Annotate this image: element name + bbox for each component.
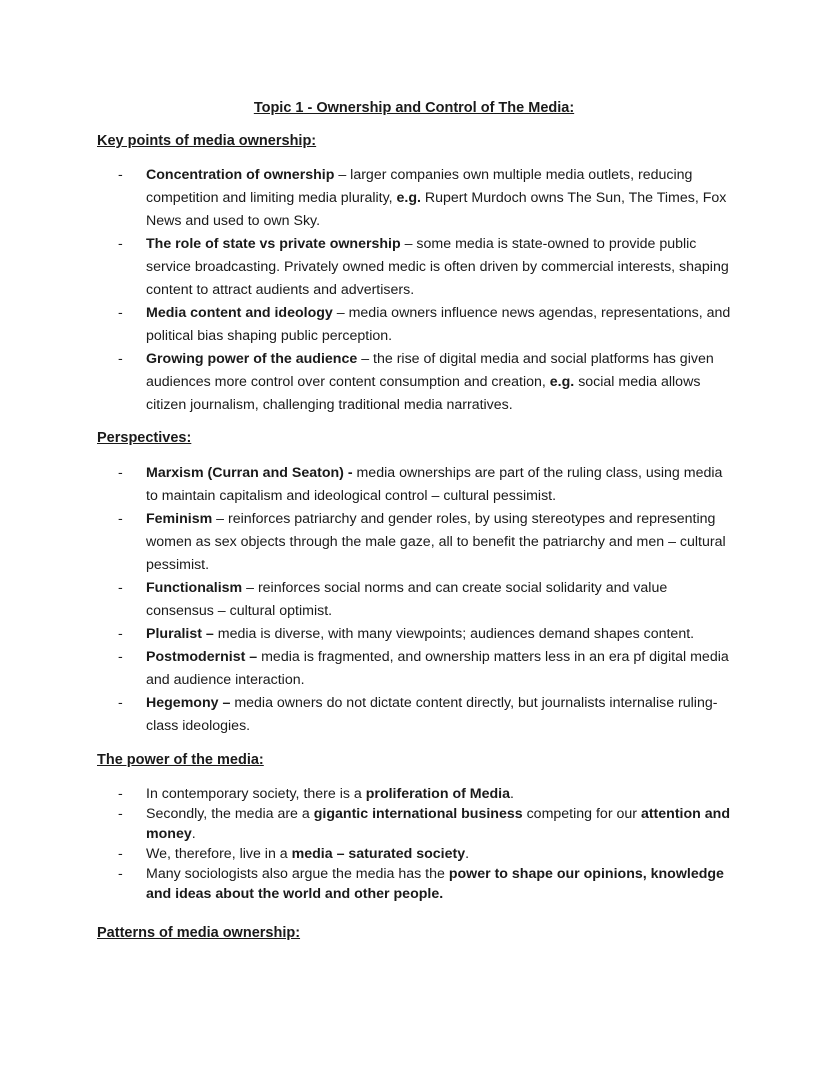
key-points-list [118,164,738,417]
body-text: Many sociologists also argue the media has the [146,866,449,882]
bold-text: Feminism [146,511,213,527]
bold-text: Concentration of ownership [146,167,335,183]
bold-text: Pluralist – [146,626,214,642]
perspectives-list [118,462,738,738]
list-item [118,844,738,864]
bullet-dash-icon: - [118,846,123,862]
bold-text: The role of state vs private ownership [146,236,401,252]
bullet-dash-icon: - [118,236,123,252]
bold-text: Growing power of the audience [146,351,358,367]
body-text: media owners do not dictate content directly, but journalists internalise ruling-class ideologies. [146,695,718,734]
bullet-dash-icon: - [118,626,123,642]
bullet-dash-icon: - [118,351,123,367]
document-title: Topic 1 - Ownership and Control of The Media: [253,100,575,116]
bullet-dash-icon: - [118,305,123,321]
body-text: – the rise of digital media and social platforms has given audiences more control over content consumption and creation, [146,351,714,390]
list-item [118,804,738,844]
body-text: . [510,786,514,802]
list-item [118,462,738,508]
body-text: media ownerships are part of the ruling class, using media to maintain capitalism and ideological control – cultural pessimist. [146,465,723,504]
list-item [118,508,738,577]
bold-text: e.g. [549,374,575,390]
bold-text: Postmodernist – [146,649,258,665]
list-item [118,233,738,302]
bullet-dash-icon: - [118,511,123,527]
body-text: Secondly, the media are a [146,806,314,822]
bullet-dash-icon: - [118,649,123,665]
body-text: media is fragmented, and ownership matters less in an era pf digital media and audience interaction. [146,649,729,688]
list-item [118,784,738,804]
bullet-dash-icon: - [118,465,123,481]
bold-text: proliferation of Media [365,786,510,802]
list-item [118,623,738,646]
section-heading-patterns: Patterns of media ownership: [97,925,301,941]
bullet-dash-icon: - [118,167,123,183]
body-text: competing for our [522,806,641,822]
bold-text: attention and money [146,806,730,842]
body-text: – reinforces patriarchy and gender roles, by using stereotypes and representing women as sex objects through the male gaze, all to benefit the patriarchy and men – cultural pessimist. [146,511,726,573]
list-item [118,692,738,738]
body-text: media is diverse, with many viewpoints; audiences demand shapes content. [213,626,695,642]
body-text: – larger companies own multiple media outlets, reducing competition and limiting media plurality, [146,167,693,206]
bullet-dash-icon: - [118,866,123,882]
bullet-dash-icon: - [118,580,123,596]
bold-text: Hegemony – [146,695,231,711]
body-text: – reinforces social norms and can create social solidarity and value consensus – cultural optimist. [146,580,668,619]
body-text: . [465,846,470,862]
bold-text: Marxism (Curran and Seaton) - [146,465,353,481]
bold-text: power to shape our opinions, knowledge and ideas about the world and other people. [146,866,724,902]
section-heading-perspectives: Perspectives: [97,430,192,446]
bullet-dash-icon: - [118,695,123,711]
body-text: Rupert Murdoch owns The Sun, The Times, Fox News and used to own Sky. [146,190,727,229]
body-text: . [191,826,196,842]
body-text: – some media is state-owned to provide public service broadcasting. Privately owned medic is often driven by commercial interests, shaping content to attract audients and advertisers. [146,236,729,298]
list-item [118,646,738,692]
list-item [118,864,738,904]
bold-text: Media content and ideology [146,305,333,321]
list-item [118,348,738,417]
body-text: In contemporary society, there is a [146,786,366,802]
bold-text: Functionalism [146,580,243,596]
bold-text: media – saturated society [291,846,466,862]
section-heading-power-of-media: The power of the media: [97,752,264,768]
power-of-media-list [118,784,738,904]
list-item [118,302,738,348]
bullet-dash-icon: - [118,806,123,822]
bold-text: e.g. [396,190,421,206]
list-item [118,164,738,233]
body-text: We, therefore, live in a [146,846,292,862]
body-text: – media owners influence news agendas, representations, and political bias shaping public perception. [146,305,731,344]
body-text: social media allows citizen journalism, challenging traditional media narratives. [146,374,701,413]
bullet-dash-icon: - [118,786,123,802]
bold-text: gigantic international business [313,806,523,822]
section-heading-key-points: Key points of media ownership: [97,133,317,149]
list-item [118,577,738,623]
